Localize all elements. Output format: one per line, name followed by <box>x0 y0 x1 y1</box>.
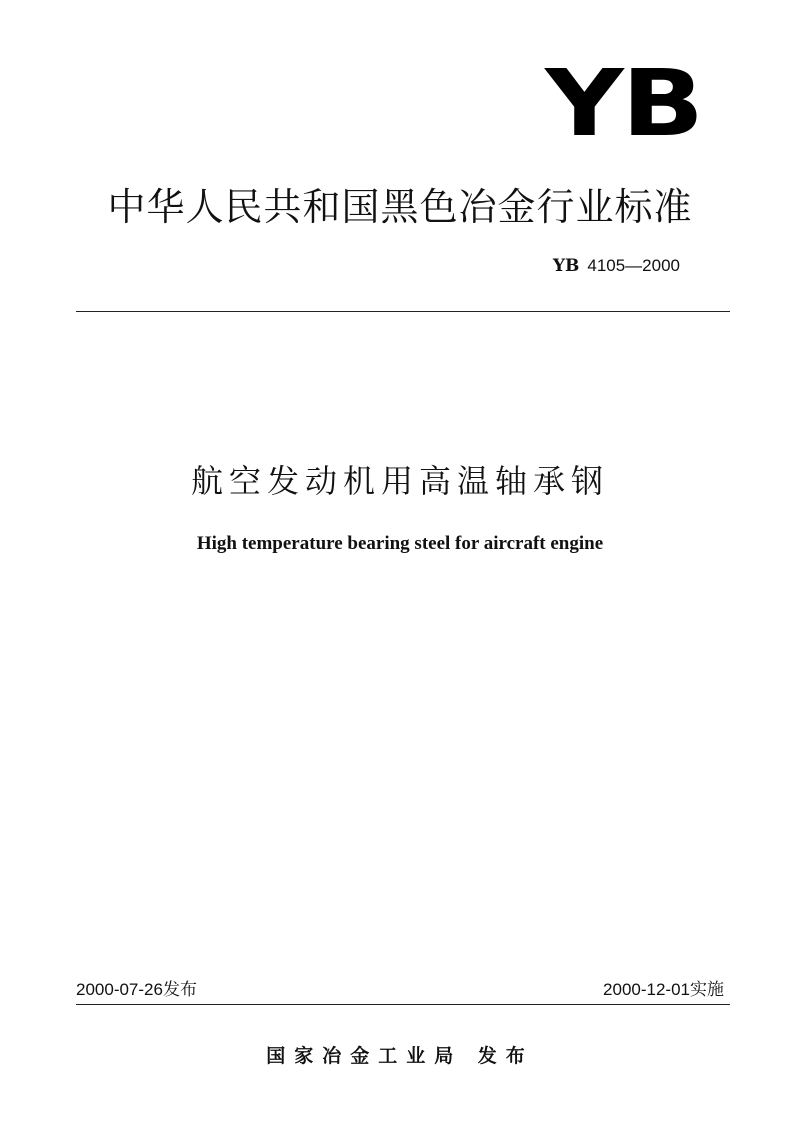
issue-date: 2000-07-26发布 <box>76 980 197 999</box>
bottom-divider <box>76 1004 730 1005</box>
standard-number-prefix: YB <box>552 256 580 276</box>
top-divider <box>76 311 730 312</box>
yb-logo: YB <box>545 50 702 157</box>
standard-category-title: 中华人民共和国黑色冶金行业标准 <box>107 185 693 229</box>
issuing-authority: 国家冶金工业局 发布 <box>266 1045 534 1067</box>
standard-number-value: 4105—2000 <box>587 256 680 275</box>
document-title-chinese: 航空发动机用高温轴承钢 <box>190 462 609 500</box>
document-title-english: High temperature bearing steel for aircraft engine <box>196 533 604 554</box>
implementation-date: 2000-12-01实施 <box>603 980 724 999</box>
standard-number <box>553 256 680 276</box>
